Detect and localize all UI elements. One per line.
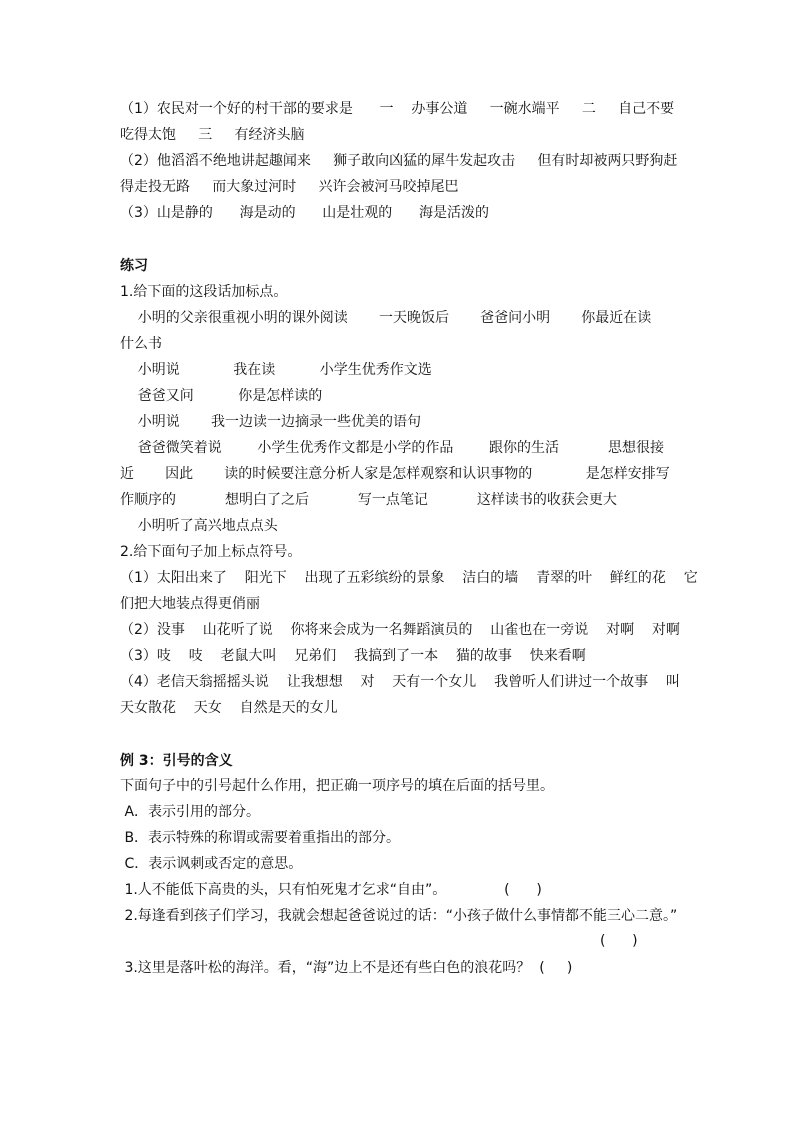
- example3-instruction: 下面句子中的引号起什么作用，把正确一项序号的填在后面的括号里。: [120, 778, 554, 794]
- passage-line-3: 小明说 我在读 小学生优秀作文选: [120, 362, 432, 378]
- passage-line-1: 小明的父亲很重视小明的课外阅读 一天晚饭后 爸爸问小明 你最近在读: [120, 310, 652, 326]
- practice-heading: 练习: [120, 258, 148, 274]
- sentence1-line-2: 们把大地装点得更俏丽: [120, 596, 260, 612]
- q2-line-1: （2）他滔滔不绝地讲起趣闻来 狮子敢向凶猛的犀牛发起攻击 但有时却被两只野狗赶: [120, 153, 678, 169]
- practice-item2-title: 2.给下面句子加上标点符号。: [120, 544, 302, 560]
- example3-q3: 3.这里是落叶松的海洋。看，“海”边上不是还有些白色的浪花吗？ ( ): [120, 960, 573, 976]
- sentence1-line-1: （1）太阳出来了 阳光下 出现了五彩缤纷的景象 洁白的墙 青翠的叶 鲜红的花 它: [120, 570, 698, 586]
- sentence2: （2）没事 山花听了说 你将来会成为一名舞蹈演员的 山雀也在一旁说 对啊 对啊: [120, 622, 680, 638]
- example3-heading: 例 3：引号的含义: [120, 753, 233, 769]
- passage-line-9: 小明听了高兴地点点头: [120, 518, 278, 534]
- passage-line-2: 什么书: [120, 336, 162, 352]
- example3-q2-line-1: 2.每逢看到孩子们学习，我就会想起爸爸说过的话：“小孩子做什么事情都不能三心二意。”: [120, 908, 678, 924]
- practice-item1-title: 1.给下面的这段话加标点。: [120, 284, 288, 300]
- example3-q2-answer-bracket: ( ): [600, 933, 638, 949]
- sentence4-line-2: 天女散花 天女 自然是天的女儿: [120, 700, 338, 716]
- passage-line-6: 爸爸微笑着说 小学生优秀作文都是小学的作品 跟你的生活 思想很接: [120, 440, 664, 456]
- q2-line-2: 得走投无路 而大象过河时 兴许会被河马咬掉尾巴: [120, 179, 459, 195]
- passage-line-5: 小明说 我一边读一边摘录一些优美的语句: [120, 414, 421, 430]
- sentence3: （3）吱 吱 老鼠大叫 兄弟们 我搞到了一本 猫的故事 快来看啊: [120, 648, 586, 664]
- passage-line-8: 作顺序的 想明白了之后 写一点笔记 这样读书的收获会更大: [120, 492, 617, 508]
- passage-line-4: 爸爸又问 你是怎样读的: [120, 388, 323, 404]
- option-a: A．表示引用的部分。: [120, 804, 261, 820]
- q3-line-1: （3）山是静的 海是动的 山是壮观的 海是活泼的: [120, 205, 490, 221]
- sentence4-line-1: （4）老信天翁摇摇头说 让我想想 对 天有一个女儿 我曾听人们讲过一个故事 叫: [120, 674, 680, 690]
- example3-q1: 1.人不能低下高贵的头，只有怕死鬼才乞求“自由”。 ( ): [120, 882, 542, 898]
- option-c: C．表示讽刺或否定的意思。: [120, 856, 303, 872]
- q1-line-2: 吃得太饱 三 有经济头脑: [120, 127, 305, 143]
- passage-line-7: 近 因此 读的时候要注意分析人家是怎样观察和认识事物的 是怎样安排写: [120, 466, 670, 482]
- q1-line-1: （1）农民对一个好的村干部的要求是 一 办事公道 一碗水端平 二 自己不要: [120, 101, 675, 117]
- option-b: B．表示特殊的称谓或需要着重指出的部分。: [120, 830, 401, 846]
